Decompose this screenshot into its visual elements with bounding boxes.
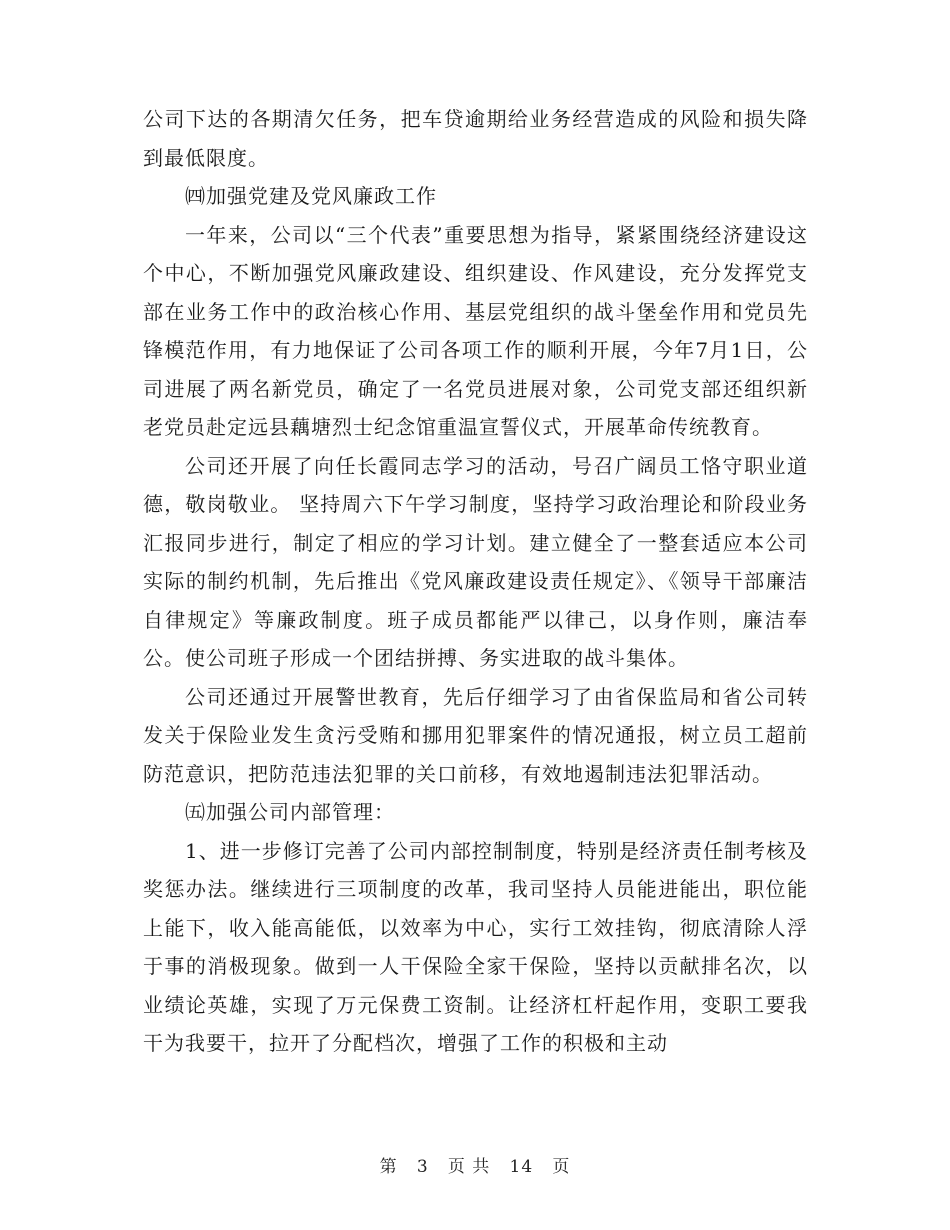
footer-prefix: 第 (379, 1157, 398, 1177)
footer-total-pages: 14 (509, 1157, 534, 1177)
section-heading-internal-management: ㈤加强公司内部管理： (185, 800, 395, 824)
paragraph-study-activities: 公司还开展了向任长霞同志学习的活动，号召广阔员工恪守职业道德，敬岗敬业。 坚持周六下午学习制度，坚持学习政治理论和阶段业务汇报同步进行，制定了相应的学习计划。建立健全了一整套适应本公司实际的制约机制，先后推出《党风廉政建设责任规定》、《领导干部廉洁自律规定》等廉政制度。班子成员都能严以律己，以身作则，廉洁奉公。使公司班子形成一个团结拼搏、务实进取的战斗集体。 (143, 453, 808, 670)
footer-middle: 页 共 (447, 1157, 491, 1177)
paragraph-continuation: 公司下达的各期清欠任务，把车贷逾期给业务经营造成的风险和损失降到最低限度。 (143, 107, 808, 170)
document-body (143, 100, 808, 1063)
section-heading-party-building: ㈣加强党建及党风廉政工作 (185, 184, 437, 208)
page-footer (0, 1152, 950, 1177)
paragraph-internal-control: 1、进一步修订完善了公司内部控制制度，特别是经济责任制考核及奖惩办法。继续进行三项制度的改革，我司坚持人员能进能出，职位能上能下，收入能高能低，以效率为中心，实行工效挂钩，彻底清除人浮于事的消极现象。做到一人干保险全家干保险，坚持以贡献排名次，以业绩论英雄，实现了万元保费工资制。让经济杠杆起作用，变职工要我干为我要干，拉开了分配档次，增强了工作的积极和主动 (143, 838, 808, 1055)
footer-current-page: 3 (416, 1157, 429, 1177)
paragraph-party-building: 一年来，公司以“三个代表”重要思想为指导，紧紧围绕经济建设这个中心，不断加强党风廉政建设、组织建设、作风建设，充分发挥党支部在业务工作中的政治核心作用、基层党组织的战斗堡垒作用和党员先锋模范作用，有力地保证了公司各项工作的顺利开展，今年7月1日，公司进展了两名新党员，确定了一名党员进展对象，公司党支部还组织新老党员赴定远县藕塘烈士纪念馆重温宣誓仪式，开展革命传统教育。 (143, 222, 808, 439)
footer-suffix: 页 (552, 1157, 571, 1177)
paragraph-warning-education: 公司还通过开展警世教育，先后仔细学习了由省保监局和省公司转发关于保险业发生贪污受贿和挪用犯罪案件的情况通报，树立员工超前防范意识，把防范违法犯罪的关口前移，有效地遏制违法犯罪活动。 (143, 684, 808, 786)
